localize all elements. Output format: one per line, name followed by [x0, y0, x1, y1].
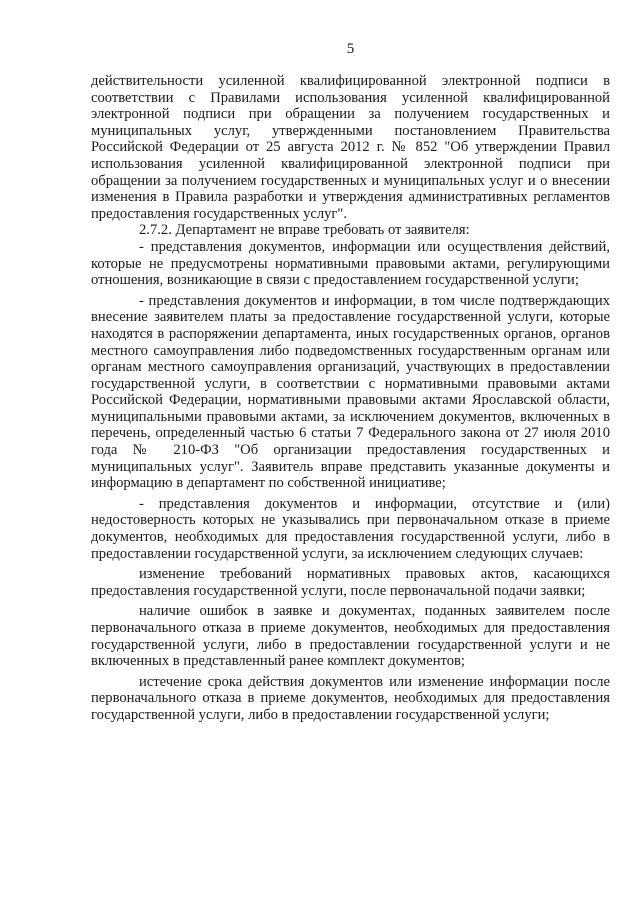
page-number: 5: [346, 41, 355, 57]
paragraph-list-item-2: - представления документов и информации, в том числе подтверждающих внесение заявителем платы за предоставление государственной услуги, которые находятся в распоряжении департамента, иных государственных органов, органов местного самоуправления либо подведомственных государственным органам или органам местного самоуправления организаций, участвующих в предоставлении государственной услуги, в соответствии с нормативными правовыми актами Российской Федерации, нормативными правовыми актами Ярославской области, муниципальными правовыми актами, за исключением документов, включенных в перечень, определенный частью 6 статьи 7 Федерального закона от 27 июля 2010 года № 210-ФЗ "Об организации предоставления государственных и муниципальных услуг". Заявитель вправе представить указанные документы и информацию в департамент по собственной инициативе;: [91, 292, 610, 492]
paragraph-section-2-7-2: 2.7.2. Департамент не вправе требовать от заявителя:: [139, 222, 470, 239]
paragraph-continuation: действительности усиленной квалифицированной электронной подписи в соответствии с Правилами использования усиленной квалифицированной электронной подписи при обращении за получением государственных и муниципальных услуг, утвержденными постановлением Правительства Российской Федерации от 25 августа 2012 г. № 852 "Об утверждении Правил использования усиленной квалифицированной электронной подписи при обращении за получением государственных и муниципальных услуг и о внесении изменения в Правила разработки и утверждения административных регламентов предоставления государственных услуг".: [91, 73, 610, 222]
document-body: [91, 73, 610, 724]
paragraph-exception-3: истечение срока действия документов или изменение информации после первоначального отказа в приеме документов, необходимых для предоставления государственной услуги, либо в предоставлении государственной услуги;: [91, 673, 610, 723]
paragraph-exception-2: наличие ошибок в заявке и документах, поданных заявителем после первоначального отказа в приеме документов, необходимых для предоставления государственной услуги, либо в предоставлении государственной услуги и не включенных в представленный ранее комплект документов;: [91, 603, 610, 670]
paragraph-exception-1: изменение требований нормативных правовых актов, касающихся предоставления государственной услуги, после первоначальной подачи заявки;: [91, 566, 610, 599]
paragraph-list-item-1: - представления документов, информации или осуществления действий, которые не предусмотрены нормативными правовыми актами, регулирующими отношения, возникающие в связи с предоставлением государственной услуги;: [91, 238, 610, 289]
paragraph-list-item-3: - представления документов и информации, отсутствие и (или) недостоверность которых не указывались при первоначальном отказе в приеме документов, необходимых для предоставления государственной услуги, либо в предоставлении государственной услуги, за исключением следующих случаев:: [91, 495, 610, 562]
